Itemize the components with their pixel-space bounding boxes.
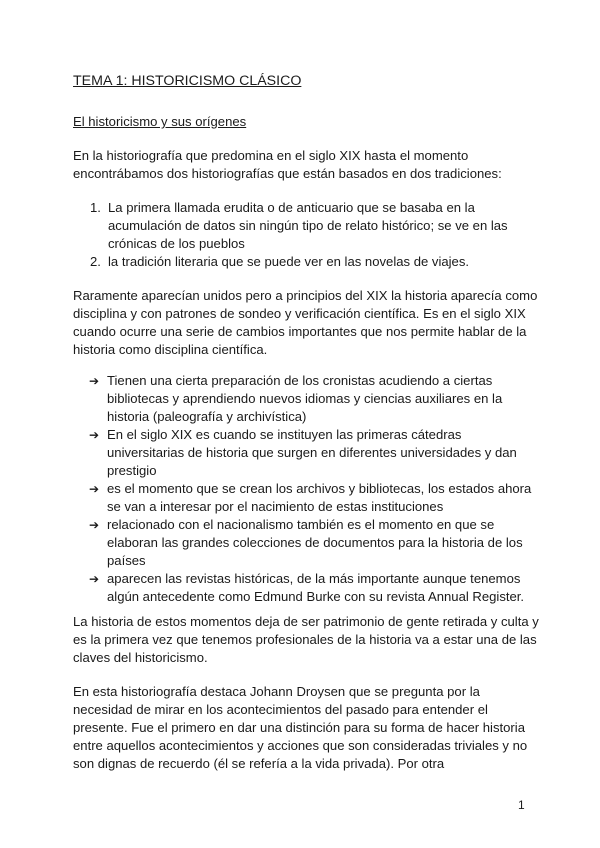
arrow-icon: ➔ — [89, 482, 100, 496]
list-marker: 1. — [90, 200, 101, 215]
arrow-list — [0, 372, 600, 606]
list-item — [0, 199, 538, 253]
list-item — [0, 570, 541, 606]
body-paragraph: La historia de estos momentos deja de ser patrimonio de gente retirada y culta y es la primera vez que tenemos profesionales de la historia va a estar una de las claves del historicismo. — [73, 614, 539, 665]
page-number: 1 — [518, 798, 525, 812]
list-item-text: aparecen las revistas históricas, de la más importante aunque tenemos algún antecedente como Edmund Burke con su revista Annual Register. — [107, 571, 525, 604]
list-item-text: es el momento que se crean los archivos y bibliotecas, los estados ahora se van a interesar por el nacimiento de estas instituciones — [107, 481, 532, 514]
numbered-list — [0, 199, 600, 271]
arrow-icon: ➔ — [89, 518, 100, 532]
list-item-text: relacionado con el nacionalismo también es el momento en que se elaboran las grandes colecciones de documentos para la historia de los países — [107, 517, 523, 568]
list-item — [0, 516, 541, 570]
list-item-text: La primera llamada erudita o de anticuario que se basaba en la acumulación de datos sin ningún tipo de relato histórico; se ve en las crónicas de los pueblos — [108, 200, 508, 251]
list-marker: 2. — [90, 254, 101, 269]
list-item — [0, 480, 541, 516]
body-paragraph: Raramente aparecían unidos pero a principios del XIX la historia aparecía como disciplina y con patrones de sondeo y verificación científica. Es en el siglo XIX cuando ocurre una serie de cambios importantes que nos permite hablar de la historia como disciplina científica. — [73, 288, 538, 357]
list-item — [0, 253, 538, 271]
document-title: TEMA 1: HISTORICISMO CLÁSICO — [73, 73, 302, 89]
list-item-text: Tienen una cierta preparación de los cronistas acudiendo a ciertas bibliotecas y aprendiendo nuevos idiomas y ciencias auxiliares en la historia (paleografía y archivística) — [107, 373, 503, 424]
arrow-icon: ➔ — [89, 572, 100, 586]
arrow-icon: ➔ — [89, 428, 100, 442]
arrow-icon: ➔ — [89, 374, 100, 388]
body-paragraph: En esta historiografía destaca Johann Droysen que se pregunta por la necesidad de mirar en los acontecimientos del pasado para entender el presente. Fue el primero en dar una distinción para su forma de hacer historia entre aquellos acontecimientos y acciones que son consideradas triviales y no son dignas de recuerdo (él se refería a la vida privada). Por otra — [73, 684, 528, 771]
list-item-text: la tradición literaria que se puede ver en las novelas de viajes. — [108, 254, 470, 269]
list-item — [0, 372, 541, 426]
section-heading: El historicismo y sus orígenes — [73, 114, 247, 129]
list-item — [0, 426, 541, 480]
intro-paragraph: En la historiografía que predomina en el siglo XIX hasta el momento encontrábamos dos historiografías que están basados en dos tradiciones: — [73, 148, 502, 181]
list-item-text: En el siglo XIX es cuando se instituyen las primeras cátedras universitarias de historia que surgen en diferentes universidades y dan prestigio — [107, 427, 517, 478]
